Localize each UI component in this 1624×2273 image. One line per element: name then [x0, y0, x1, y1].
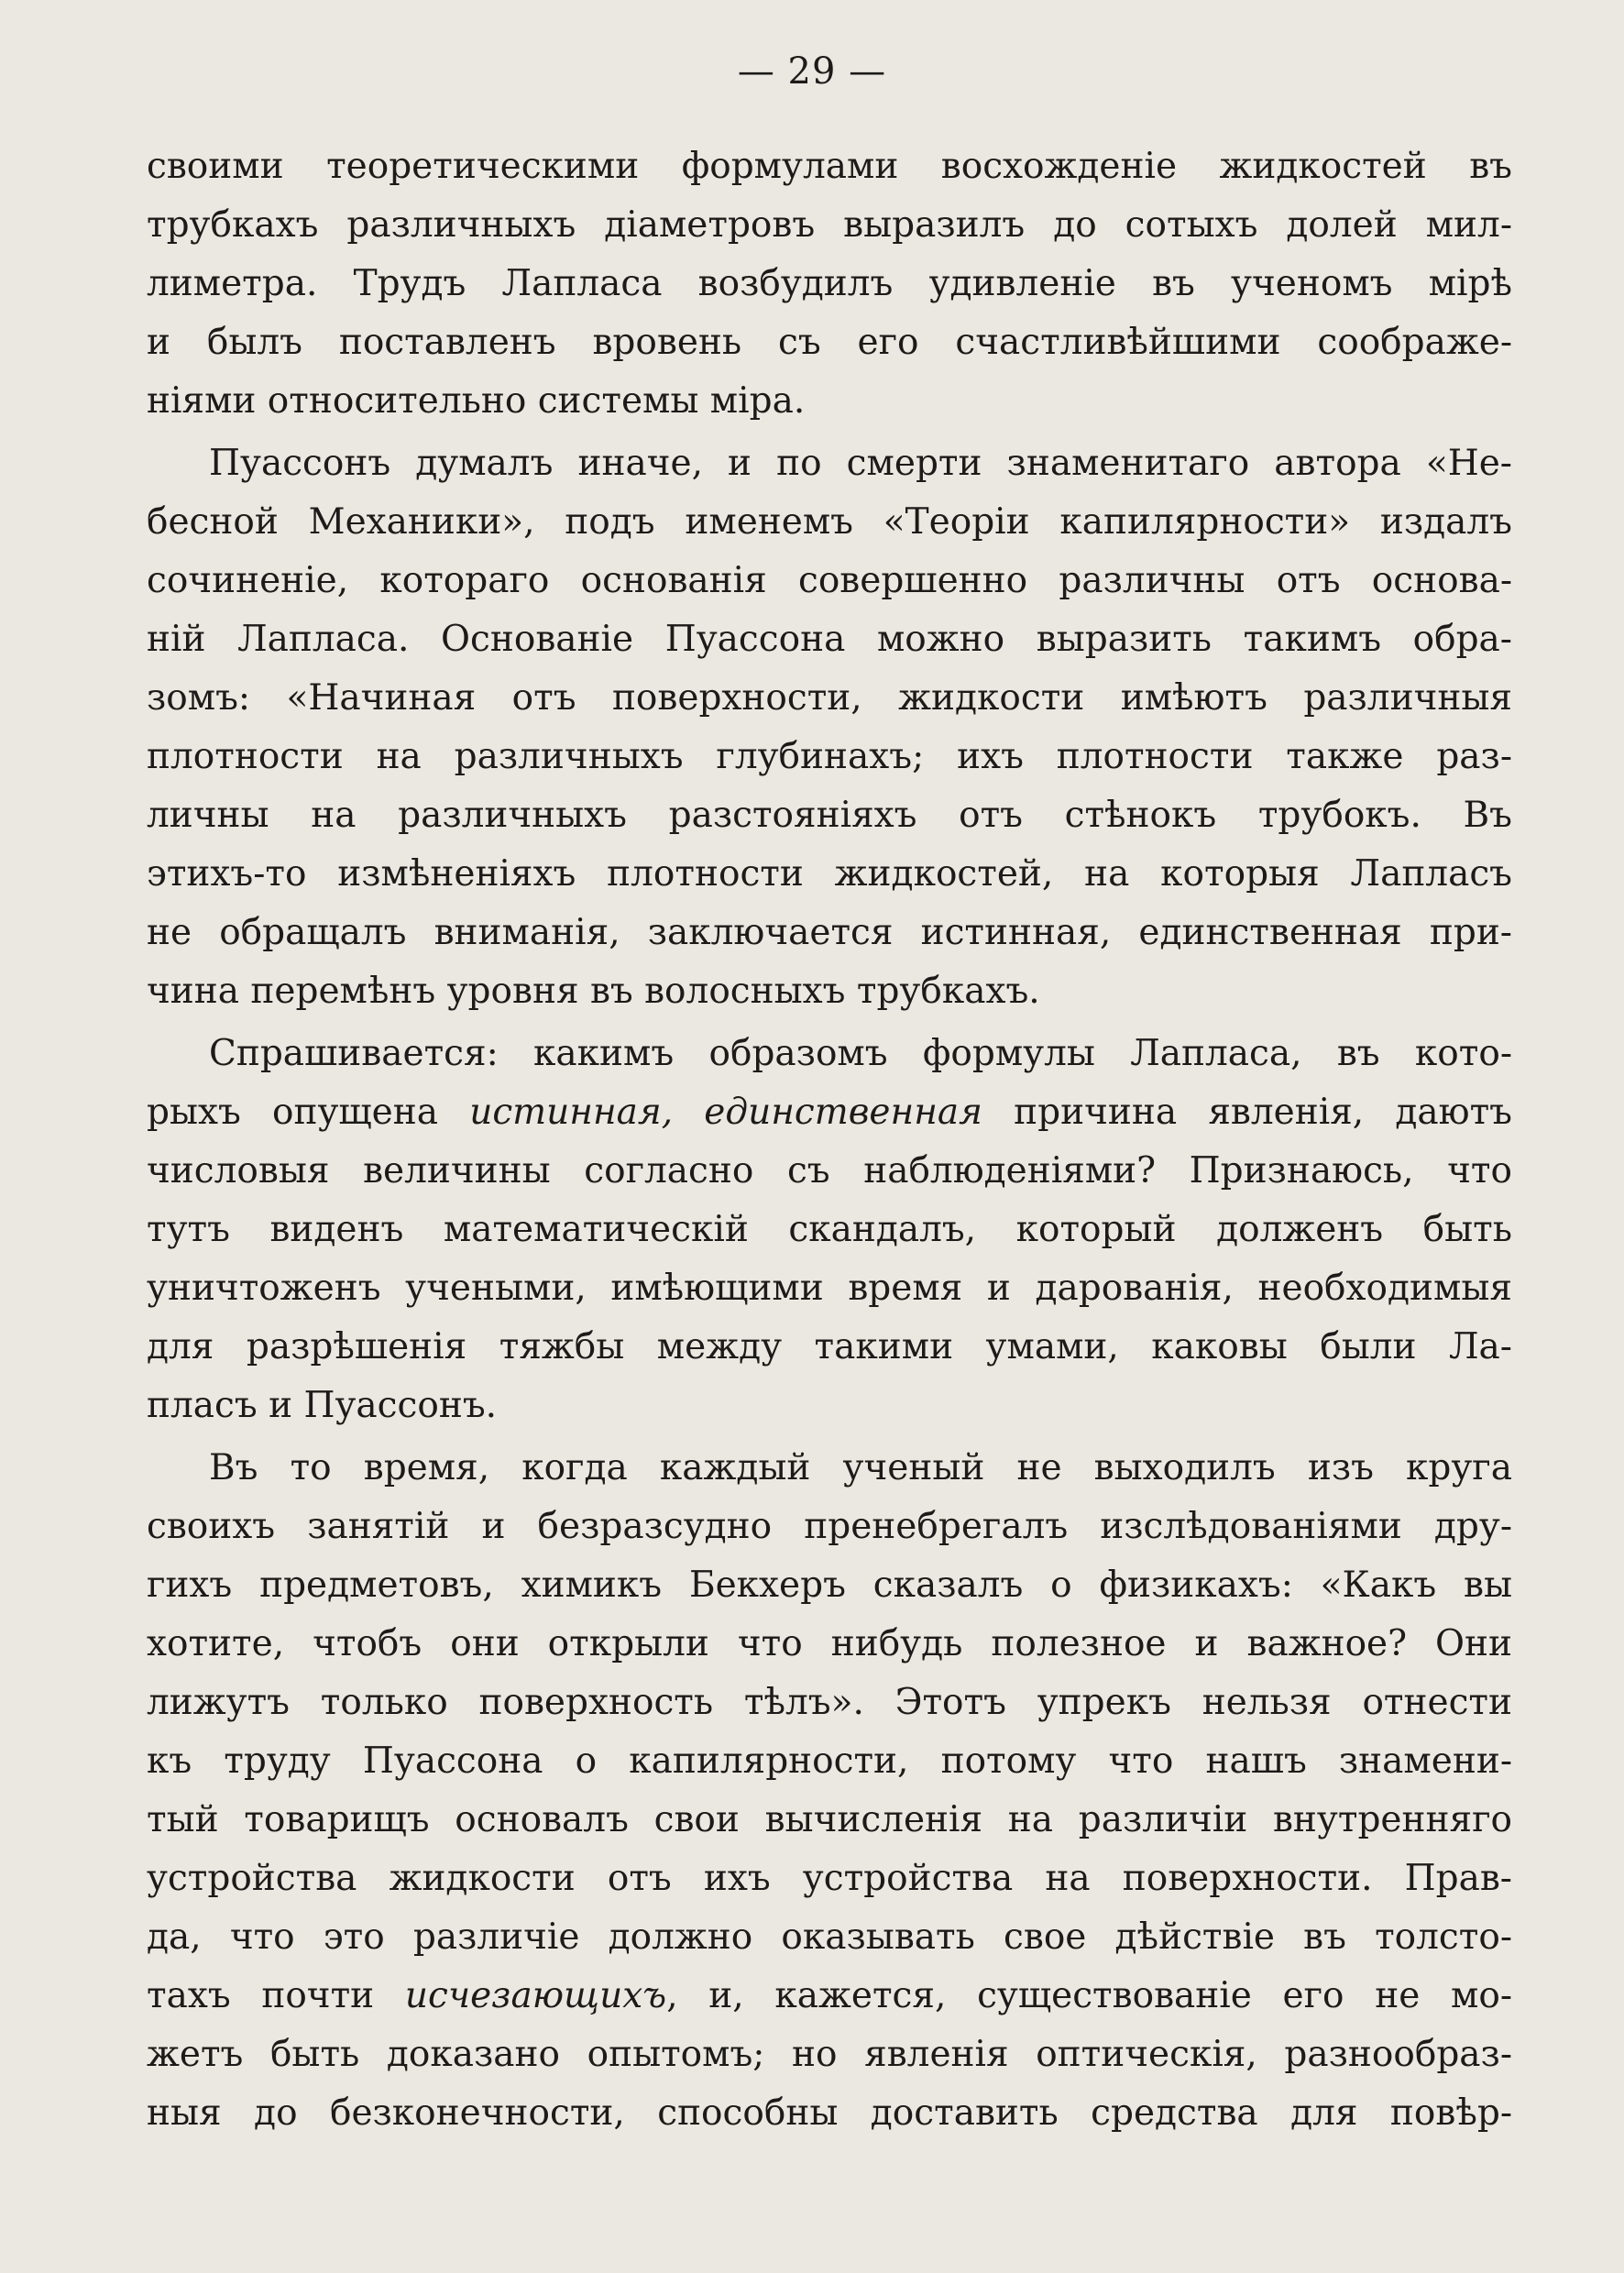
text-line-part: Спрашивается: какимъ образомъ формулы Лапласа, въ кото-: [209, 1033, 1512, 1074]
page-number: — 29 —: [737, 50, 887, 93]
text-line-part: хотите, чтобъ они открыли что нибудь полезное и важное? Они: [147, 1623, 1512, 1664]
text-line-part: ныя до безконечности, способны доставить средства для повѣр-: [147, 2092, 1512, 2134]
text-line: [147, 1083, 1512, 1142]
text-line: [147, 1850, 1512, 1908]
text-line: [147, 1377, 1512, 1435]
text-line-part: тый товарищъ основалъ свои вычисленія на различіи внутренняго: [147, 1799, 1512, 1840]
text-line: и былъ поставленъ вровень съ его счастливѣйшими соображе-: [147, 322, 1512, 363]
text-line: [147, 1791, 1512, 1850]
text-line: [147, 1615, 1512, 1674]
text-line-part: числовыя величины согласно съ наблюденіями? Признаюсь, что: [147, 1150, 1512, 1191]
text-line-part: къ труду Пуассона о капилярности, потому что нашъ знамени-: [147, 1740, 1512, 1782]
text-line: [147, 2084, 1512, 2143]
paragraph-1: [147, 137, 1512, 431]
text-line-part: устройства жидкости отъ ихъ устройства на поверхности. Прав-: [147, 1858, 1512, 1899]
text-line: [147, 1439, 1512, 1498]
text-line: [147, 1318, 1512, 1377]
text-line: [147, 1908, 1512, 1967]
text-line-part: уничтоженъ учеными, имѣющими время и дарованія, необходимыя: [147, 1268, 1512, 1309]
text-line: [147, 1142, 1512, 1201]
paragraph-4: [147, 1439, 1512, 2143]
text-line-part: пласъ и Пуассонъ.: [147, 1385, 498, 1426]
italic-emphasis: исчезающихъ: [404, 1975, 667, 2016]
text-line-part: своихъ занятій и безразсудно пренебрегалъ изслѣдованіями дру-: [147, 1506, 1512, 1547]
text-line: [147, 1259, 1512, 1318]
text-line-part: тутъ виденъ математическій скандалъ, который долженъ быть: [147, 1209, 1512, 1250]
text-line-part: рыхъ опущена: [147, 1092, 470, 1133]
text-line: своими теоретическими формулами восхожденіе жидкостей въ: [147, 146, 1512, 187]
text-line: ній Лапласа. Основаніе Пуассона можно выразить такимъ обра-: [147, 619, 1512, 660]
text-line: личны на различныхъ разстояніяхъ отъ стѣнокъ трубокъ. Въ: [147, 795, 1512, 836]
text-line-part: для разрѣшенія тяжбы между такими умами, каковы были Ла-: [147, 1326, 1512, 1367]
text-line: сочиненіе, котораго основанія совершенно различны отъ основа-: [147, 560, 1512, 601]
text-line-part: причина явленія, даютъ: [982, 1092, 1512, 1133]
text-line: не обращалъ вниманія, заключается истинная, единственная при-: [147, 912, 1512, 953]
text-line: [147, 1201, 1512, 1259]
text-line: [147, 1556, 1512, 1615]
text-line: Пуассонъ думалъ иначе, и по смерти знаменитаго автора «Не-: [209, 443, 1512, 484]
italic-emphasis: истинная, единственная: [469, 1092, 982, 1133]
text-line: этихъ-то измѣненіяхъ плотности жидкостей, на которыя Лапласъ: [147, 853, 1512, 895]
paragraph-3: [147, 1025, 1512, 1435]
text-line: зомъ: «Начиная отъ поверхности, жидкости имѣютъ различныя: [147, 677, 1512, 719]
text-line: [147, 2026, 1512, 2084]
text-line-part: Въ то время, когда каждый ученый не выходилъ изъ круга: [209, 1447, 1512, 1488]
text-line-part: гихъ предметовъ, химикъ Бекхеръ сказалъ о физикахъ: «Какъ вы: [147, 1565, 1512, 1606]
paragraph-2: [147, 434, 1512, 1021]
text-line: лиметра. Трудъ Лапласа возбудилъ удивленіе въ ученомъ мірѣ: [147, 263, 1512, 304]
text-line: [147, 1732, 1512, 1791]
text-line-part: тахъ почти: [147, 1975, 405, 2016]
text-line: чина перемѣнъ уровня въ волосныхъ трубкахъ.: [147, 971, 1040, 1012]
text-line-part: жетъ быть доказано опытомъ; но явленія оптическія, разнообраз-: [147, 2034, 1512, 2075]
text-line: [147, 1498, 1512, 1556]
text-line: [147, 1025, 1512, 1083]
text-line: трубкахъ различныхъ діаметровъ выразилъ до сотыхъ долей мил-: [147, 204, 1512, 246]
text-line: [147, 1674, 1512, 1732]
text-line: [147, 1967, 1512, 2026]
text-line-part: , и, кажется, существованіе его не мо-: [666, 1975, 1512, 2016]
text-line-part: лижутъ только поверхность тѣлъ». Этотъ упрекъ нельзя отнести: [147, 1682, 1512, 1723]
text-line: плотности на различныхъ глубинахъ; ихъ плотности также раз-: [147, 736, 1512, 777]
text-line: бесной Механики», подъ именемъ «Теоріи капилярности» издалъ: [147, 501, 1512, 543]
text-body: [147, 137, 1512, 2143]
text-line-part: да, что это различіе должно оказывать свое дѣйствіе въ толсто-: [147, 1916, 1512, 1958]
text-line: ніями относительно системы міра.: [147, 380, 806, 422]
